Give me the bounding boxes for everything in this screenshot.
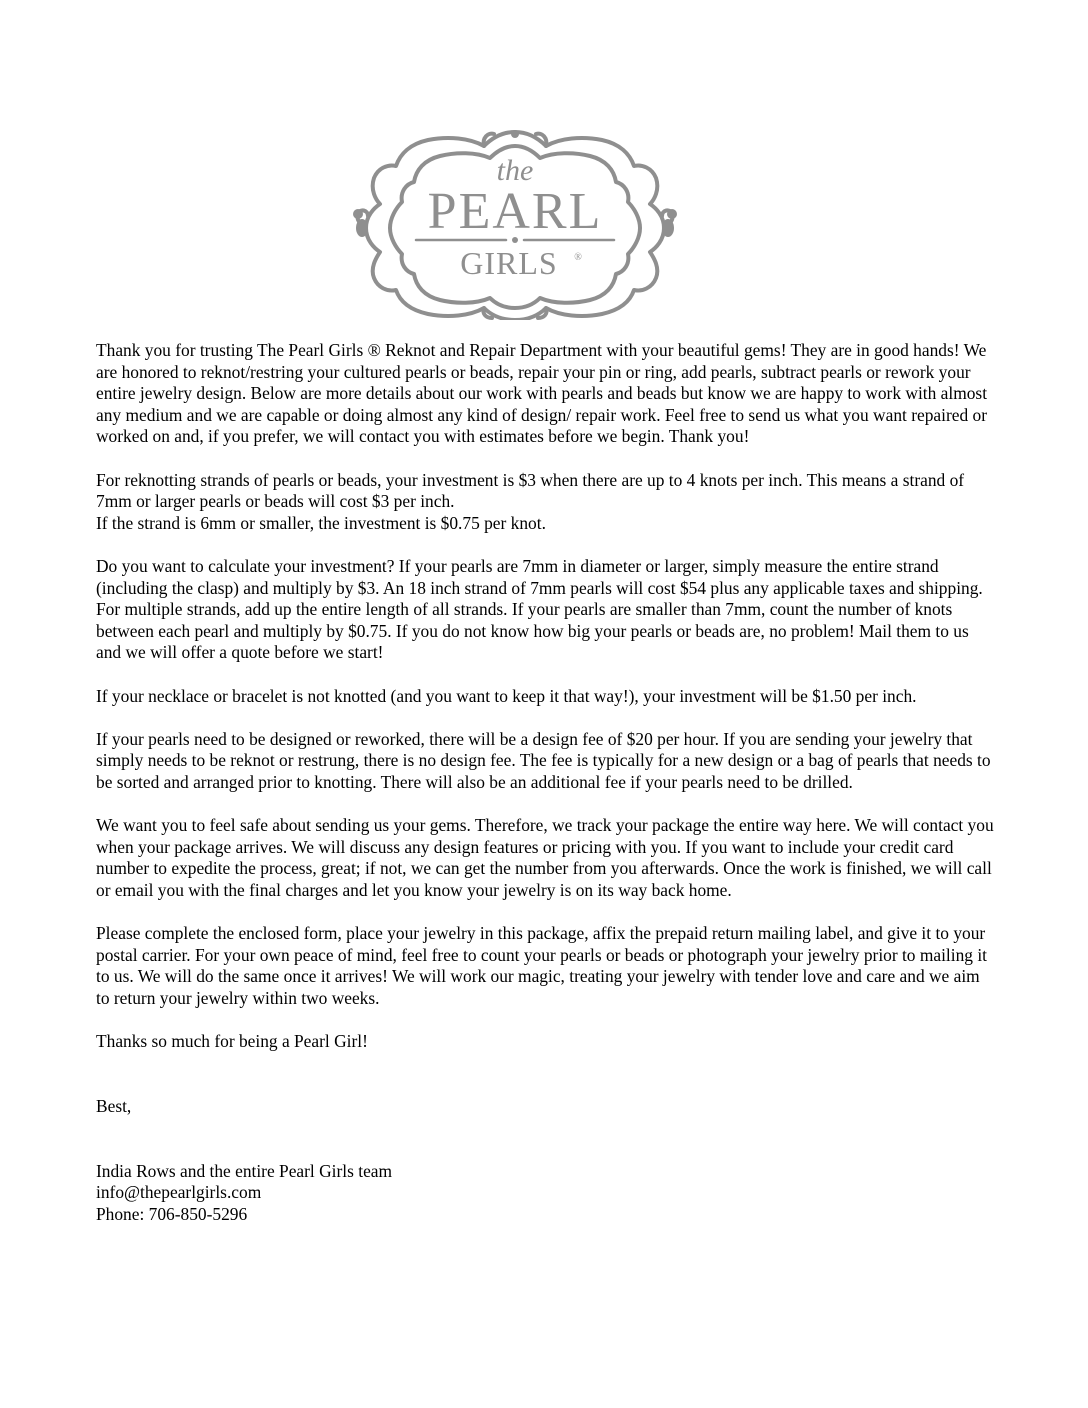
logo-trademark: ®	[574, 252, 582, 263]
closing: Best,	[96, 1095, 132, 1116]
pearl-girls-logo	[352, 124, 678, 320]
paragraph-reknot-pricing: For reknotting strands of pearls or beads, your investment is $3 when there are up to 4 knots per inch. This means a strand of 7mm or larger pearls or beads will cost $3 per inch.	[96, 469, 965, 512]
paragraph-intro: Thank you for trusting The Pearl Girls ® Reknot and Repair Department with your beautiful gems! They are in good hands! We are honored to reknot/restring your cultured pearls or beads, repair your pin or ring, add pearls, subtract pearls or rework your entire jewelry design. Below are more details about our work with pearls and beads but know we are happy to work with almost any medium and we are capable or doing almost any kind of design/ repair work. Feel free to send us what you want repaired or worked on and, if you prefer, we will contact you with estimates before we begin. Thank you!	[96, 340, 988, 447]
paragraph-design-fee: If your pearls need to be designed or reworked, there will be a design fee of $20 per hour. If you are sending your jewelry that simply needs to be reknot or restrung, there is no design fee. The fee is typically for a new design or a bag of pearls that needs to be sorted and arranged prior to knotting. There will also be an additional fee if your pearls need to be drilled.	[96, 728, 991, 792]
paragraph-small-strand-pricing: If the strand is 6mm or smaller, the investment is $0.75 per knot.	[96, 512, 546, 533]
signature-name: India Rows and the entire Pearl Girls team	[96, 1160, 393, 1181]
logo-word-girls: GIRLS	[460, 245, 558, 281]
paragraph-not-knotted: If your necklace or bracelet is not knotted (and you want to keep it that way!), your investment will be $1.50 per inch.	[96, 685, 917, 706]
paragraph-thanks: Thanks so much for being a Pearl Girl!	[96, 1031, 368, 1051]
logo-word-the: the	[496, 154, 534, 187]
logo-word-pearl: PEARL	[427, 183, 603, 240]
logo-frame-icon	[352, 124, 678, 320]
paragraph-calculate-investment: Do you want to calculate your investment? If your pearls are 7mm in diameter or larger, simply measure the entire strand (including the clasp) and multiply by $3. An 18 inch strand of 7mm pearls will cost $54 plus any applicable taxes and shipping. For multiple strands, add up the entire length of all strands. If your pearls are smaller than 7mm, count the number of knots between each pearl and multiply by $0.75. If you do not know how big your pearls or beads are, no problem! Mail them to us and we will offer a quote before we start!	[96, 555, 983, 663]
signature-phone: Phone: 706-850-5296	[96, 1203, 248, 1224]
paragraph-shipping-safety: We want you to feel safe about sending us your gems. Therefore, we track your package the entire way here. We will contact you when your package arrives. We will discuss any design features or pricing with you. If you want to include your credit card number to expedite the process, great; if not, we can get the number from you afterwards. Once the work is finished, we will call or email you with the final charges and let you know your jewelry is on its way back home.	[96, 815, 994, 900]
signature-block	[96, 1161, 996, 1226]
letter-body	[96, 340, 996, 1225]
signature-email: info@thepearlgirls.com	[96, 1182, 262, 1203]
paragraph-instructions: Please complete the enclosed form, place your jewelry in this package, affix the prepaid return mailing label, and give it to your postal carrier. For your own peace of mind, feel free to count your pearls or beads or photograph your jewelry prior to mailing it to us. We will do the same once it arrives! We will work our magic, treating your jewelry with tender love and care and we aim to return your jewelry within two weeks.	[96, 923, 987, 1008]
